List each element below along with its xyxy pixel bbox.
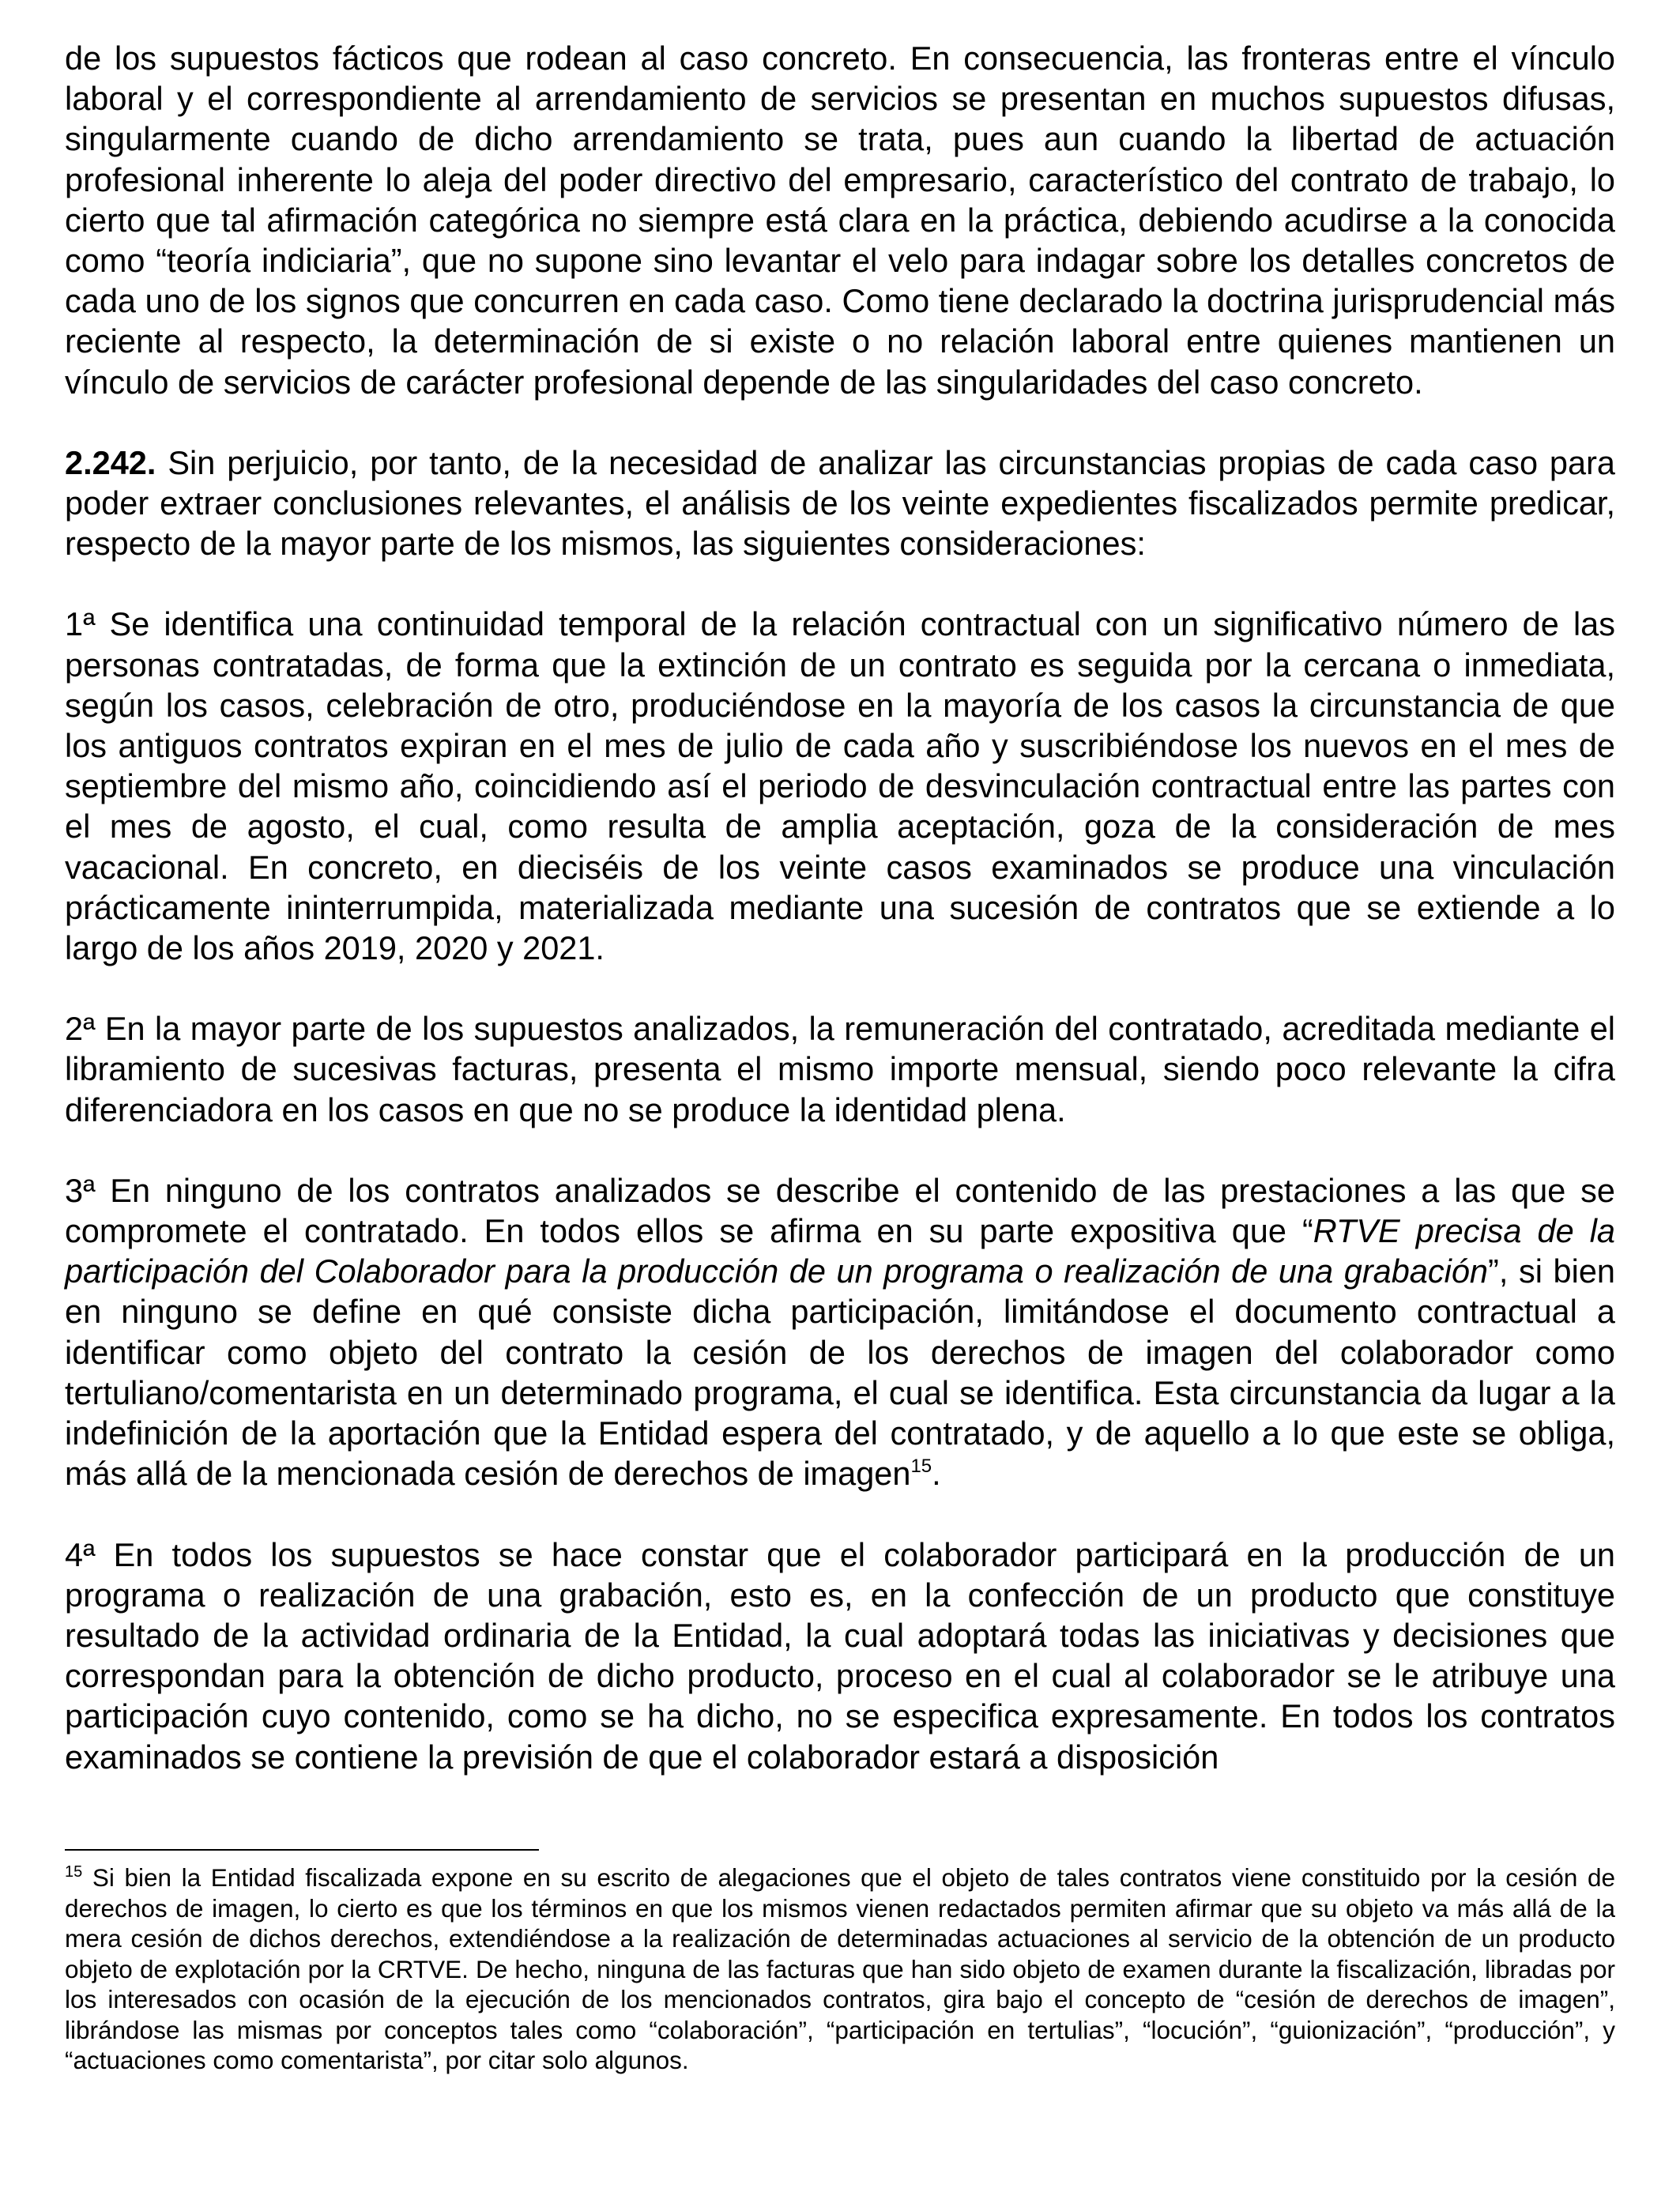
contract-quote: RTVE precisa de la participación del Colaborador para la producción de un programa o realización de una grabación [65, 1212, 1616, 1290]
intro-paragraph: de los supuestos fácticos que rodean al caso concreto. En consecuencia, las fronteras entre el vínculo laboral y el correspondiente al arrendamiento de servicios se presentan en muchos supuestos difusas, singularmente cuando de dicho arrendamiento se trata, pues aun cuando la libertad de actuación profesional inherente lo aleja del poder directivo del empresario, característico del contrato de trabajo, lo cierto que tal afirmación categórica no siempre está clara en la práctica, debiendo acudirse a la conocida como “teoría indiciaria”, que no supone sino levantar el velo para indagar sobre los detalles concretos de cada uno de los signos que concurren en cada caso. Como tiene declarado la doctrina jurisprudencial más reciente al respecto, la determinación de si existe o no relación laboral entre quienes mantienen un vínculo de servicios de carácter profesional depende de las singularidades del caso concreto. [65, 40, 1615, 401]
footnote-number: 15 [65, 1863, 83, 1881]
footnote-separator [65, 1849, 539, 1851]
paragraph-text: Sin perjuicio, por tanto, de la necesidad de analizar las circunstancias propias de cada caso para poder extraer conclusiones relevantes, el análisis de los veinte expedientes fiscalizados permite predicar, respecto de la mayor parte de los mismos, las siguientes consideraciones: [65, 443, 1615, 563]
consideration-3-text-a: 3ª En ninguno de los contratos analizados se describe el contenido de las prestaciones a las que se compromete el contratado. En todos ellos se afirma en su parte expositiva que “ [65, 1171, 1615, 1250]
consideration-3 [65, 1170, 1615, 1494]
consideration-1: 1ª Se identifica una continuidad temporal de la relación contractual con un significativo número de las personas contratadas, de forma que la extinción de un contrato es seguida por la cercana o inmediata, según los casos, celebración de otro, produciéndose en la mayoría de los casos la circunstancia de que los antiguos contratos expiran en el mes de julio de cada año y suscribiéndose los nuevos en el mes de septiembre del mismo año, coincidiendo así el periodo de desvinculación contractual entre las partes con el mes de agosto, el cual, como resulta de amplia aceptación, goza de la consideración de mes vacacional. En concreto, en dieciséis de los veinte casos examinados se produce una vinculación prácticamente ininterrumpida, materializada mediante una sucesión de contratos que se extiende a lo largo de los años 2019, 2020 y 2021. [65, 605, 1615, 967]
footnote-reference[interactable]: 15 [910, 1456, 932, 1478]
footnote-text: Si bien la Entidad fiscalizada expone en su escrito de alegaciones que el objeto de tales contratos viene constituido por la cesión de derechos de imagen, lo cierto es que los términos en que los mismos vienen redactados permiten afirmar que su objeto va más allá de la mera cesión de dichos derechos, extendiéndose a la realización de determinadas actuaciones al servicio de la obtención de un producto objeto de explotación por la CRTVE. De hecho, ninguna de las facturas que han sido objeto de examen durante la fiscalización, libradas por los interesados con ocasión de la ejecución de los mencionados contratos, gira bajo el concepto de “cesión de derechos de imagen”, librándose las mismas por conceptos tales como “colaboración”, “participación en tertulias”, “locución”, “guionización”, “producción”, y “actuaciones como comentarista”, por citar solo algunos. [65, 1863, 1615, 2074]
consideration-3-text-b: ”, si bien en ninguno se define en qué consiste dicha participación, limitándose el documento contractual a identificar como objeto del contrato la cesión de los derechos de imagen del colaborador como tertuliano/comentarista en un determinado programa, el cual se identifica. Esta circunstancia da lugar a la indefinición de la aportación que la Entidad espera del contratado, y de aquello a lo que este se obliga, más allá de la mencionada cesión de derechos de imagen [65, 1252, 1615, 1493]
paragraph-2-242 [65, 443, 1615, 564]
document-body [65, 38, 1615, 1777]
consideration-4: 4ª En todos los supuestos se hace constar que el colaborador participará en la producción de un programa o realización de una grabación, esto es, en la confección de un producto que constituye resultado de la actividad ordinaria de la Entidad, la cual adoptará todas las iniciativas y decisiones que correspondan para la obtención de dicho producto, proceso en el cual al colaborador se le atribuye una participación cuyo contenido, como se ha dicho, no se especifica expresamente. En todos los contratos examinados se contiene la previsión de que el colaborador estará a disposición [65, 1535, 1615, 1776]
consideration-3-end: . [932, 1455, 941, 1493]
consideration-2: 2ª En la mayor parte de los supuestos analizados, la remuneración del contratado, acreditada mediante el libramiento de sucesivas facturas, presenta el mismo importe mensual, siendo poco relevante la cifra diferenciadora en los casos en que no se produce la identidad plena. [65, 1010, 1615, 1128]
paragraph-number: 2.242. [65, 443, 156, 481]
footnote-15 [65, 1862, 1615, 2076]
